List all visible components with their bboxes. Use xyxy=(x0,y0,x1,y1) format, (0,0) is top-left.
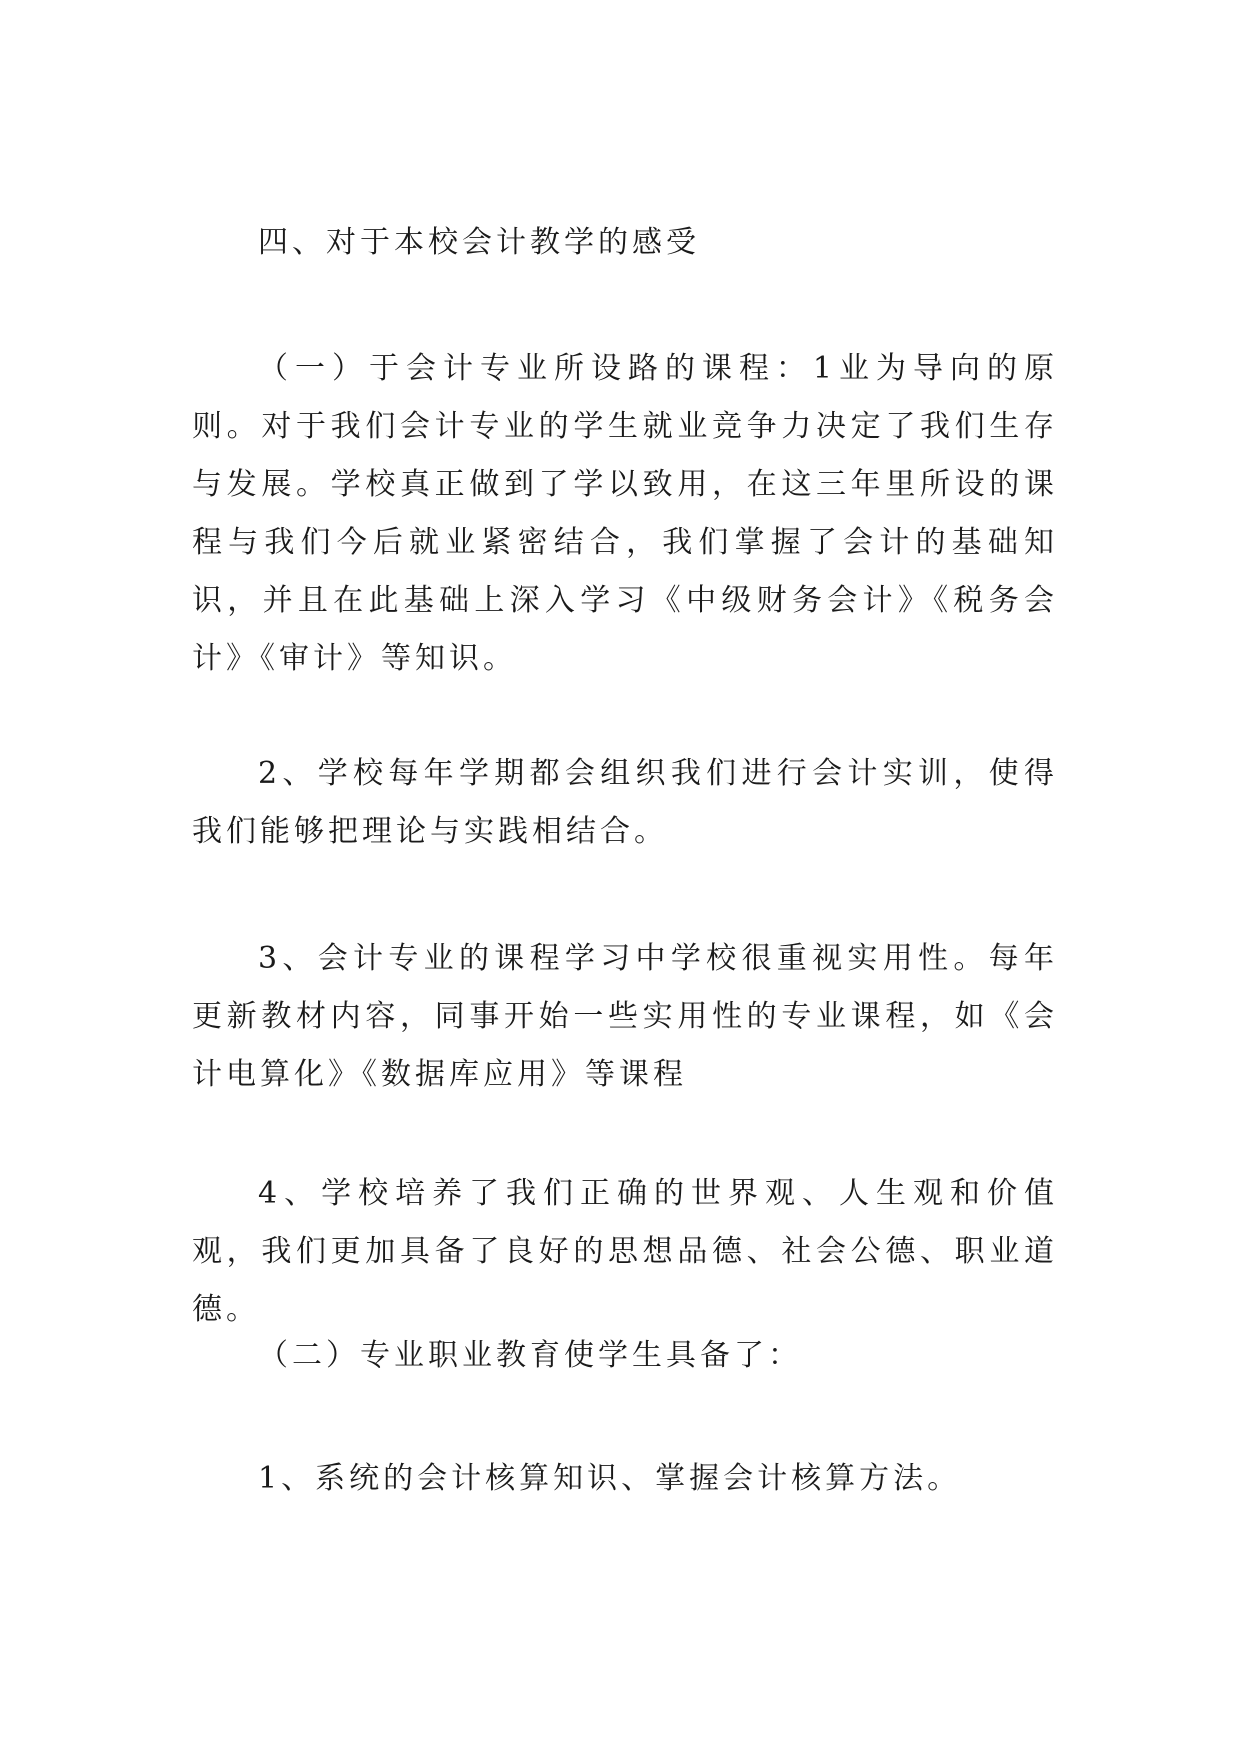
paragraph-training: 2、学校每年学期都会组织我们进行会计实训，使得我们能够把理论与实践相结合。 xyxy=(192,756,1058,849)
section-heading: 四、对于本校会计教学的感受 xyxy=(258,225,700,260)
paragraph-accounting-knowledge: 1、系统的会计核算知识、掌握会计核算方法。 xyxy=(258,1461,962,1496)
paragraph-practicality: 3、会计专业的课程学习中学校很重视实用性。每年更新教材内容，同事开始一些实用性的专业课程，如《会计电算化》《数据库应用》等课程 xyxy=(192,941,1058,1092)
paragraph-courses: （一）于会计专业所设路的课程：1业为导向的原则。对于我们会计专业的学生就业竞争力决定了我们生存与发展。学校真正做到了学以致用，在这三年里所设的课程与我们今后就业紧密结合，我们掌握了会计的基础知识，并且在此基础上深入学习《中级财务会计》《税务会计》《审计》等知识。 xyxy=(192,351,1058,676)
paragraph-values: 4、学校培养了我们正确的世界观、人生观和价值观，我们更加具备了良好的思想品德、社会公德、职业道德。 xyxy=(192,1176,1058,1327)
subsection-heading: （二）专业职业教育使学生具备了： xyxy=(258,1338,802,1373)
